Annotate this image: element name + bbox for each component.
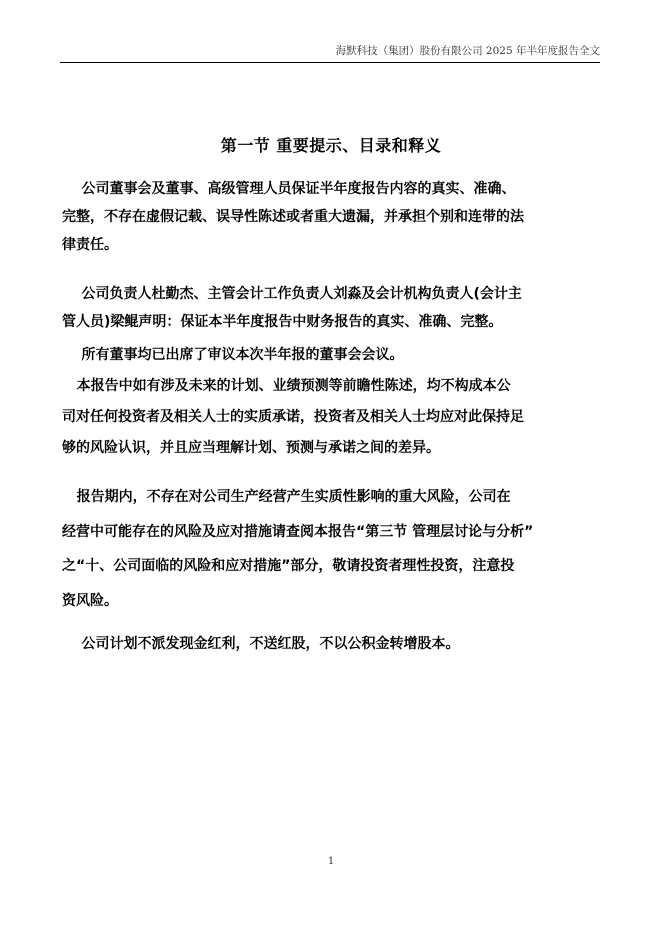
paragraph-risk-notice bbox=[62, 480, 602, 618]
paragraph-line: 报告期内，不存在对公司生产经营产生实质性影响的重大风险，公司在 bbox=[62, 489, 511, 505]
paragraph-board-guarantee bbox=[62, 175, 602, 259]
paragraph-line: 所有董事均已出席了审议本次半年报的董事会会议。 bbox=[62, 347, 404, 363]
paragraph-line: 公司计划不派发现金红利，不送红股，不以公积金转增股本。 bbox=[62, 636, 460, 652]
header-divider bbox=[60, 62, 600, 63]
page-number: 1 bbox=[327, 856, 335, 867]
paragraph-line: 司对任何投资者及相关人士的实质承诺，投资者及相关人士均应对此保持足 bbox=[62, 409, 524, 425]
paragraph-line: 完整，不存在虚假记载、误导性陈述或者重大遗漏，并承担个别和连带的法 bbox=[62, 209, 524, 225]
paragraph-line: 公司负责人杜勤杰、主管会计工作负责人刘淼及会计机构负责人(会计主 bbox=[62, 286, 522, 302]
paragraph-line: 之“十、公司面临的风险和应对措施”部分，敬请投资者理性投资，注意投 bbox=[62, 558, 515, 574]
paragraph-forward-looking bbox=[62, 371, 602, 464]
paragraph-directors-attendance bbox=[62, 341, 602, 369]
paragraph-line: 够的风险认识，并且应当理解计划、预测与承诺之间的差异。 bbox=[62, 440, 440, 456]
paragraph-line: 公司董事会及董事、高级管理人员保证半年度报告内容的真实、准确、 bbox=[62, 181, 516, 197]
paragraph-line: 律责任。 bbox=[62, 237, 118, 253]
paragraph-line: 资风险。 bbox=[62, 592, 118, 609]
section-title: 第一节 重要提示、目录和释义 bbox=[220, 136, 442, 155]
paragraph-responsible-persons bbox=[62, 280, 602, 336]
paragraph-dividend-plan bbox=[62, 630, 602, 658]
page-header: 海默科技（集团）股份有限公司 2025 年半年度报告全文 bbox=[335, 45, 600, 57]
paragraph-line: 经营中可能存在的风险及应对措施请查阅本报告“第三节 管理层讨论与分析” bbox=[62, 523, 534, 540]
paragraph-line: 管人员)梁鲲声明：保证本半年度报告中财务报告的真实、准确、完整。 bbox=[62, 314, 503, 330]
paragraph-line: 本报告中如有涉及未来的计划、业绩预测等前瞻性陈述，均不构成本公 bbox=[62, 378, 511, 394]
